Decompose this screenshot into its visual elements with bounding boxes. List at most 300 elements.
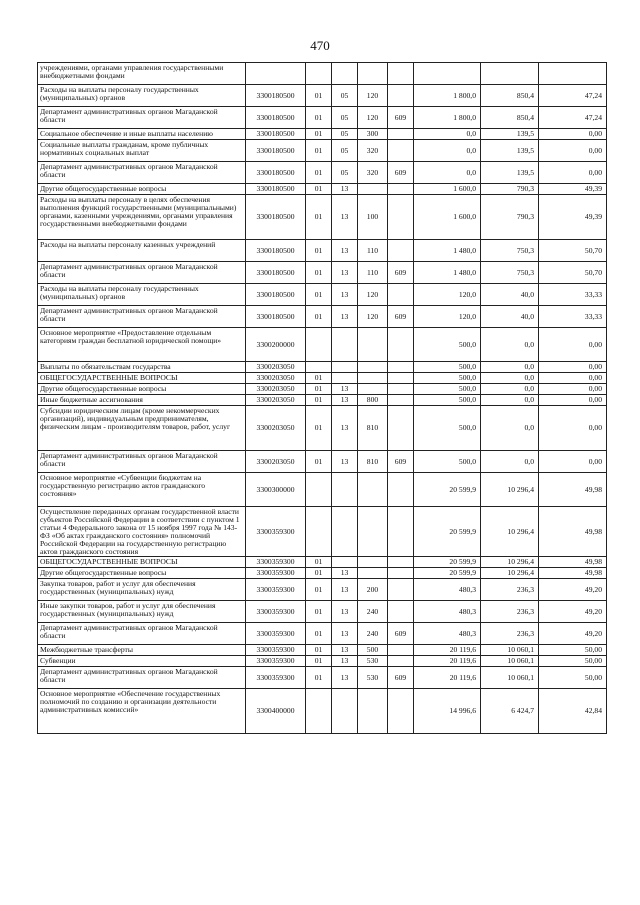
row-fact: 6 424,7 bbox=[481, 689, 539, 734]
row-expense-type: 100 bbox=[358, 195, 388, 240]
row-plan: 1 480,0 bbox=[414, 240, 481, 262]
row-section: 01 bbox=[306, 184, 332, 195]
row-plan: 20 599,9 bbox=[414, 473, 481, 507]
row-plan: 0,0 bbox=[414, 140, 481, 162]
row-plan: 500,0 bbox=[414, 451, 481, 473]
row-percent: 42,84 bbox=[539, 689, 607, 734]
row-percent: 49,98 bbox=[539, 557, 607, 568]
table-row bbox=[38, 240, 607, 262]
row-subsection: 13 bbox=[332, 284, 358, 306]
row-section: 01 bbox=[306, 162, 332, 184]
row-code: 3300359300 bbox=[246, 667, 306, 689]
row-admin-code: 609 bbox=[388, 623, 414, 645]
row-expense-type bbox=[358, 328, 388, 362]
row-admin-code: 609 bbox=[388, 262, 414, 284]
row-subsection: 13 bbox=[332, 645, 358, 656]
row-code: 3300180500 bbox=[246, 107, 306, 129]
row-subsection: 13 bbox=[332, 184, 358, 195]
row-admin-code bbox=[388, 195, 414, 240]
row-code: 3300400000 bbox=[246, 689, 306, 734]
row-fact: 236,3 bbox=[481, 601, 539, 623]
row-section: 01 bbox=[306, 373, 332, 384]
row-fact: 40,0 bbox=[481, 284, 539, 306]
row-percent: 49,39 bbox=[539, 184, 607, 195]
row-code: 3300359300 bbox=[246, 557, 306, 568]
row-name: Субсидии юридическим лицам (кроме некоммерческих организаций), индивидуальным предпринимателям, физическим лицам - производителям товаров, работ, услуг bbox=[38, 406, 246, 451]
row-expense-type: 110 bbox=[358, 240, 388, 262]
row-subsection: 13 bbox=[332, 240, 358, 262]
row-name: Департамент административных органов Магаданской области bbox=[38, 623, 246, 645]
row-percent: 50,70 bbox=[539, 240, 607, 262]
row-admin-code bbox=[388, 395, 414, 406]
row-fact: 236,3 bbox=[481, 579, 539, 601]
row-subsection: 13 bbox=[332, 667, 358, 689]
row-section: 01 bbox=[306, 395, 332, 406]
row-expense-type: 240 bbox=[358, 601, 388, 623]
row-subsection: 05 bbox=[332, 162, 358, 184]
row-code: 3300359300 bbox=[246, 568, 306, 579]
row-subsection: 13 bbox=[332, 623, 358, 645]
row-name: Социальное обеспечение и иные выплаты населению bbox=[38, 129, 246, 140]
row-section: 01 bbox=[306, 85, 332, 107]
row-section bbox=[306, 473, 332, 507]
row-expense-type: 120 bbox=[358, 306, 388, 328]
row-fact: 0,0 bbox=[481, 451, 539, 473]
row-percent: 47,24 bbox=[539, 85, 607, 107]
row-expense-type: 120 bbox=[358, 107, 388, 129]
row-code: 3300180500 bbox=[246, 85, 306, 107]
row-name: Департамент административных органов Магаданской области bbox=[38, 667, 246, 689]
row-section: 01 bbox=[306, 656, 332, 667]
row-code: 3300180500 bbox=[246, 262, 306, 284]
row-admin-code bbox=[388, 63, 414, 85]
row-section: 01 bbox=[306, 195, 332, 240]
row-percent: 50,00 bbox=[539, 645, 607, 656]
row-section bbox=[306, 362, 332, 373]
table-row bbox=[38, 473, 607, 507]
row-expense-type bbox=[358, 184, 388, 195]
row-name: ОБЩЕГОСУДАРСТВЕННЫЕ ВОПРОСЫ bbox=[38, 373, 246, 384]
row-expense-type: 200 bbox=[358, 579, 388, 601]
row-section: 01 bbox=[306, 601, 332, 623]
table-row bbox=[38, 406, 607, 451]
row-subsection: 13 bbox=[332, 656, 358, 667]
row-plan: 480,3 bbox=[414, 579, 481, 601]
row-section bbox=[306, 328, 332, 362]
row-name: Расходы на выплаты персоналу государственных (муниципальных) органов bbox=[38, 284, 246, 306]
row-plan: 480,3 bbox=[414, 623, 481, 645]
row-name: Департамент административных органов Магаданской области bbox=[38, 262, 246, 284]
table-row bbox=[38, 195, 607, 240]
row-plan: 20 599,9 bbox=[414, 568, 481, 579]
row-name: Закупка товаров, работ и услуг для обеспечения государственных (муниципальных) нужд bbox=[38, 579, 246, 601]
row-expense-type bbox=[358, 568, 388, 579]
row-admin-code bbox=[388, 645, 414, 656]
row-admin-code bbox=[388, 601, 414, 623]
row-expense-type bbox=[358, 373, 388, 384]
row-percent: 0,00 bbox=[539, 384, 607, 395]
row-admin-code bbox=[388, 140, 414, 162]
row-fact: 790,3 bbox=[481, 195, 539, 240]
row-subsection bbox=[332, 373, 358, 384]
row-admin-code bbox=[388, 557, 414, 568]
row-fact: 750,3 bbox=[481, 240, 539, 262]
row-subsection: 05 bbox=[332, 107, 358, 129]
row-percent: 0,00 bbox=[539, 373, 607, 384]
table-row bbox=[38, 667, 607, 689]
row-section: 01 bbox=[306, 384, 332, 395]
row-plan: 20 119,6 bbox=[414, 645, 481, 656]
row-subsection bbox=[332, 473, 358, 507]
row-admin-code: 609 bbox=[388, 306, 414, 328]
row-percent: 0,00 bbox=[539, 406, 607, 451]
row-percent: 47,24 bbox=[539, 107, 607, 129]
row-fact: 139,5 bbox=[481, 129, 539, 140]
table-row bbox=[38, 140, 607, 162]
row-expense-type bbox=[358, 557, 388, 568]
row-name: Межбюджетные трансферты bbox=[38, 645, 246, 656]
row-name: Департамент административных органов Магаданской области bbox=[38, 306, 246, 328]
row-percent: 50,00 bbox=[539, 667, 607, 689]
row-code: 3300180500 bbox=[246, 184, 306, 195]
row-expense-type bbox=[358, 507, 388, 557]
table-row bbox=[38, 395, 607, 406]
row-admin-code bbox=[388, 373, 414, 384]
row-fact: 750,3 bbox=[481, 262, 539, 284]
row-code: 3300359300 bbox=[246, 656, 306, 667]
table-row bbox=[38, 184, 607, 195]
row-subsection: 13 bbox=[332, 384, 358, 395]
row-expense-type: 240 bbox=[358, 623, 388, 645]
row-fact: 40,0 bbox=[481, 306, 539, 328]
row-percent: 0,00 bbox=[539, 395, 607, 406]
row-plan: 1 600,0 bbox=[414, 184, 481, 195]
row-subsection bbox=[332, 362, 358, 373]
row-expense-type: 300 bbox=[358, 129, 388, 140]
row-admin-code bbox=[388, 507, 414, 557]
table-row bbox=[38, 656, 607, 667]
row-admin-code bbox=[388, 473, 414, 507]
row-expense-type: 530 bbox=[358, 667, 388, 689]
table-row bbox=[38, 601, 607, 623]
row-name: Другие общегосударственные вопросы bbox=[38, 184, 246, 195]
row-section: 01 bbox=[306, 406, 332, 451]
row-fact: 850,4 bbox=[481, 107, 539, 129]
row-admin-code bbox=[388, 284, 414, 306]
table-row bbox=[38, 63, 607, 85]
row-percent: 33,33 bbox=[539, 306, 607, 328]
row-subsection: 13 bbox=[332, 306, 358, 328]
row-subsection: 13 bbox=[332, 195, 358, 240]
row-fact: 236,3 bbox=[481, 623, 539, 645]
row-percent: 0,00 bbox=[539, 140, 607, 162]
row-section: 01 bbox=[306, 667, 332, 689]
row-name: Другие общегосударственные вопросы bbox=[38, 568, 246, 579]
row-name: Расходы на выплаты персоналу в целях обеспечения выполнения функций государственными (муниципальными) органами, казенными учреждениями, органами управления государственными внебюджетными фондами bbox=[38, 195, 246, 240]
row-subsection: 13 bbox=[332, 579, 358, 601]
row-expense-type bbox=[358, 362, 388, 373]
page-number: 470 bbox=[310, 38, 330, 53]
row-plan: 500,0 bbox=[414, 395, 481, 406]
row-admin-code bbox=[388, 362, 414, 373]
row-plan: 120,0 bbox=[414, 284, 481, 306]
row-name: Департамент административных органов Магаданской области bbox=[38, 107, 246, 129]
row-expense-type: 810 bbox=[358, 406, 388, 451]
row-percent: 0,00 bbox=[539, 451, 607, 473]
row-subsection bbox=[332, 328, 358, 362]
row-expense-type bbox=[358, 63, 388, 85]
row-code bbox=[246, 63, 306, 85]
row-section: 01 bbox=[306, 306, 332, 328]
row-percent bbox=[539, 63, 607, 85]
row-code: 3300203050 bbox=[246, 362, 306, 373]
row-code: 3300359300 bbox=[246, 601, 306, 623]
row-admin-code: 609 bbox=[388, 451, 414, 473]
row-fact: 139,5 bbox=[481, 140, 539, 162]
row-expense-type: 120 bbox=[358, 284, 388, 306]
row-name: Расходы на выплаты персоналу казенных учреждений bbox=[38, 240, 246, 262]
table-row bbox=[38, 129, 607, 140]
row-percent: 49,98 bbox=[539, 568, 607, 579]
row-name: ОБЩЕГОСУДАРСТВЕННЫЕ ВОПРОСЫ bbox=[38, 557, 246, 568]
row-fact: 790,3 bbox=[481, 184, 539, 195]
row-percent: 50,00 bbox=[539, 656, 607, 667]
row-admin-code bbox=[388, 328, 414, 362]
row-plan: 500,0 bbox=[414, 373, 481, 384]
row-subsection: 13 bbox=[332, 395, 358, 406]
row-section: 01 bbox=[306, 557, 332, 568]
row-expense-type: 120 bbox=[358, 85, 388, 107]
table-row bbox=[38, 451, 607, 473]
row-name: Иные закупки товаров, работ и услуг для обеспечения государственных (муниципальных) нужд bbox=[38, 601, 246, 623]
row-admin-code: 609 bbox=[388, 107, 414, 129]
row-expense-type: 810 bbox=[358, 451, 388, 473]
row-fact: 0,0 bbox=[481, 373, 539, 384]
row-name: Департамент административных органов Магаданской области bbox=[38, 451, 246, 473]
row-plan: 500,0 bbox=[414, 406, 481, 451]
row-fact: 0,0 bbox=[481, 395, 539, 406]
row-percent: 49,20 bbox=[539, 623, 607, 645]
row-percent: 33,33 bbox=[539, 284, 607, 306]
budget-table bbox=[37, 62, 607, 734]
row-subsection bbox=[332, 689, 358, 734]
table-row bbox=[38, 568, 607, 579]
row-code: 3300359300 bbox=[246, 623, 306, 645]
row-subsection: 13 bbox=[332, 601, 358, 623]
row-percent: 49,20 bbox=[539, 601, 607, 623]
row-plan: 0,0 bbox=[414, 162, 481, 184]
row-subsection bbox=[332, 507, 358, 557]
row-section: 01 bbox=[306, 451, 332, 473]
row-subsection: 13 bbox=[332, 406, 358, 451]
row-percent: 0,00 bbox=[539, 129, 607, 140]
row-name: Осуществление переданных органам государственной власти субъектов Российской Федерации в соответствии с пунктом 1 статьи 4 Федерального закона от 15 ноября 1997 года № 143-ФЗ «Об актах гражданского состояния» полномочий Российской Федерации на государственную регистрацию актов гражданского состояния bbox=[38, 507, 246, 557]
row-subsection bbox=[332, 63, 358, 85]
table-row bbox=[38, 362, 607, 373]
table-row bbox=[38, 557, 607, 568]
row-percent: 50,70 bbox=[539, 262, 607, 284]
row-admin-code bbox=[388, 240, 414, 262]
table-row bbox=[38, 623, 607, 645]
row-plan: 1 600,0 bbox=[414, 195, 481, 240]
table-row bbox=[38, 689, 607, 734]
row-code: 3300203050 bbox=[246, 395, 306, 406]
table-row bbox=[38, 306, 607, 328]
row-percent: 0,00 bbox=[539, 328, 607, 362]
row-section bbox=[306, 689, 332, 734]
row-plan: 500,0 bbox=[414, 384, 481, 395]
row-admin-code bbox=[388, 384, 414, 395]
row-section: 01 bbox=[306, 623, 332, 645]
row-plan: 1 800,0 bbox=[414, 107, 481, 129]
row-admin-code bbox=[388, 568, 414, 579]
row-code: 3300180500 bbox=[246, 162, 306, 184]
row-fact: 10 060,1 bbox=[481, 645, 539, 656]
row-admin-code bbox=[388, 689, 414, 734]
row-name: Департамент административных органов Магаданской области bbox=[38, 162, 246, 184]
row-percent: 0,00 bbox=[539, 162, 607, 184]
row-code: 3300180500 bbox=[246, 240, 306, 262]
row-plan: 20 119,6 bbox=[414, 667, 481, 689]
row-name: Социальные выплаты гражданам, кроме публичных нормативных социальных выплат bbox=[38, 140, 246, 162]
row-section: 01 bbox=[306, 579, 332, 601]
table-row bbox=[38, 284, 607, 306]
row-fact: 0,0 bbox=[481, 384, 539, 395]
row-fact: 10 296,4 bbox=[481, 568, 539, 579]
row-fact: 0,0 bbox=[481, 362, 539, 373]
row-subsection: 13 bbox=[332, 568, 358, 579]
row-section: 01 bbox=[306, 129, 332, 140]
row-code: 3300180500 bbox=[246, 140, 306, 162]
row-code: 3300200000 bbox=[246, 328, 306, 362]
row-admin-code bbox=[388, 406, 414, 451]
row-percent: 49,98 bbox=[539, 507, 607, 557]
row-percent: 49,20 bbox=[539, 579, 607, 601]
row-section: 01 bbox=[306, 262, 332, 284]
row-percent: 0,00 bbox=[539, 362, 607, 373]
row-percent: 49,39 bbox=[539, 195, 607, 240]
table-row bbox=[38, 107, 607, 129]
table-row bbox=[38, 373, 607, 384]
row-plan: 20 599,9 bbox=[414, 557, 481, 568]
table-row bbox=[38, 579, 607, 601]
row-section bbox=[306, 63, 332, 85]
row-subsection: 13 bbox=[332, 262, 358, 284]
row-admin-code: 609 bbox=[388, 162, 414, 184]
row-expense-type: 800 bbox=[358, 395, 388, 406]
table-row bbox=[38, 328, 607, 362]
row-plan: 20 119,6 bbox=[414, 656, 481, 667]
row-section: 01 bbox=[306, 568, 332, 579]
row-code: 3300203050 bbox=[246, 451, 306, 473]
row-code: 3300359300 bbox=[246, 579, 306, 601]
row-subsection bbox=[332, 557, 358, 568]
row-plan: 1 800,0 bbox=[414, 85, 481, 107]
row-plan: 120,0 bbox=[414, 306, 481, 328]
row-code: 3300203050 bbox=[246, 406, 306, 451]
table-row bbox=[38, 162, 607, 184]
row-code: 3300180500 bbox=[246, 129, 306, 140]
table-row bbox=[38, 384, 607, 395]
row-name: Расходы на выплаты персоналу государственных (муниципальных) органов bbox=[38, 85, 246, 107]
row-fact: 10 060,1 bbox=[481, 667, 539, 689]
row-fact: 10 060,1 bbox=[481, 656, 539, 667]
row-plan: 500,0 bbox=[414, 328, 481, 362]
row-expense-type bbox=[358, 689, 388, 734]
row-fact: 10 296,4 bbox=[481, 507, 539, 557]
row-name: Основное мероприятие «Обеспечение государственных полномочий по созданию и организации деятельности административных комиссий» bbox=[38, 689, 246, 734]
row-expense-type: 500 bbox=[358, 645, 388, 656]
row-name: Субвенции bbox=[38, 656, 246, 667]
row-section: 01 bbox=[306, 240, 332, 262]
row-admin-code bbox=[388, 656, 414, 667]
row-admin-code bbox=[388, 129, 414, 140]
row-admin-code bbox=[388, 85, 414, 107]
row-subsection: 05 bbox=[332, 140, 358, 162]
row-plan: 1 480,0 bbox=[414, 262, 481, 284]
row-plan: 0,0 bbox=[414, 129, 481, 140]
row-fact bbox=[481, 63, 539, 85]
row-expense-type: 320 bbox=[358, 140, 388, 162]
row-fact: 850,4 bbox=[481, 85, 539, 107]
row-expense-type: 110 bbox=[358, 262, 388, 284]
row-name: Основное мероприятие «Предоставление отдельным категориям граждан бесплатной юридической помощи» bbox=[38, 328, 246, 362]
row-plan: 14 996,6 bbox=[414, 689, 481, 734]
row-name: Другие общегосударственные вопросы bbox=[38, 384, 246, 395]
table-row bbox=[38, 262, 607, 284]
row-fact: 10 296,4 bbox=[481, 473, 539, 507]
row-section: 01 bbox=[306, 140, 332, 162]
row-admin-code bbox=[388, 184, 414, 195]
row-plan: 480,3 bbox=[414, 601, 481, 623]
row-code: 3300203050 bbox=[246, 384, 306, 395]
row-name: Основное мероприятие «Субвенции бюджетам на государственную регистрацию актов гражданского состояния» bbox=[38, 473, 246, 507]
row-expense-type bbox=[358, 473, 388, 507]
row-plan: 20 599,9 bbox=[414, 507, 481, 557]
row-plan bbox=[414, 63, 481, 85]
row-code: 3300300000 bbox=[246, 473, 306, 507]
row-name: Выплаты по обязательствам государства bbox=[38, 362, 246, 373]
row-section: 01 bbox=[306, 645, 332, 656]
row-fact: 0,0 bbox=[481, 406, 539, 451]
row-subsection: 05 bbox=[332, 85, 358, 107]
table-row bbox=[38, 85, 607, 107]
row-fact: 10 296,4 bbox=[481, 557, 539, 568]
row-subsection: 13 bbox=[332, 451, 358, 473]
row-code: 3300180500 bbox=[246, 284, 306, 306]
row-admin-code bbox=[388, 579, 414, 601]
row-code: 3300203050 bbox=[246, 373, 306, 384]
row-fact: 0,0 bbox=[481, 328, 539, 362]
row-section: 01 bbox=[306, 284, 332, 306]
row-section: 01 bbox=[306, 107, 332, 129]
row-code: 3300359300 bbox=[246, 507, 306, 557]
table-row bbox=[38, 645, 607, 656]
row-percent: 49,98 bbox=[539, 473, 607, 507]
row-name: Иные бюджетные ассигнования bbox=[38, 395, 246, 406]
row-subsection: 05 bbox=[332, 129, 358, 140]
row-expense-type: 320 bbox=[358, 162, 388, 184]
row-code: 3300180500 bbox=[246, 306, 306, 328]
row-expense-type: 530 bbox=[358, 656, 388, 667]
row-name: учреждениями, органами управления государственными внебюджетными фондами bbox=[38, 63, 246, 85]
row-section bbox=[306, 507, 332, 557]
row-code: 3300180500 bbox=[246, 195, 306, 240]
row-expense-type bbox=[358, 384, 388, 395]
row-plan: 500,0 bbox=[414, 362, 481, 373]
row-code: 3300359300 bbox=[246, 645, 306, 656]
row-admin-code: 609 bbox=[388, 667, 414, 689]
